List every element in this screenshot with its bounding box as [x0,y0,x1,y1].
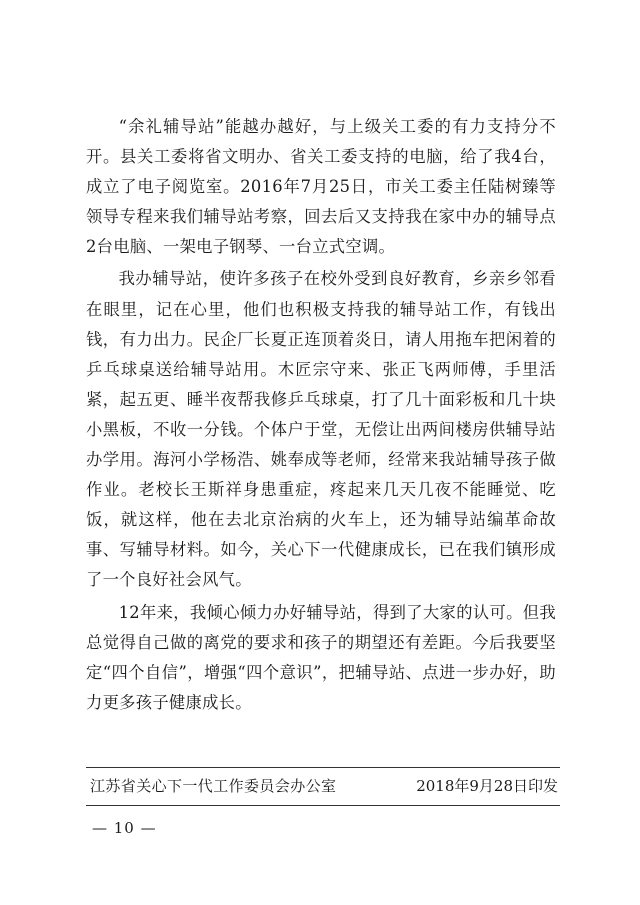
footer-print-date: 2018年9月28日印发 [416,777,558,795]
body-text [86,112,556,720]
footer-rule-top [86,767,560,768]
footer-rule-bottom [86,805,560,806]
footer-office: 江苏省关心下一代工作委员会办公室 [90,777,337,795]
paragraph-1: “余礼辅导站”能越办越好，与上级关工委的有力支持分不开。县关工委将省文明办、省关工委支持的电脑，给了我4台，成立了电子阅览室。2016年7月25日，市关工委主任陆树臻等领导专程来我们辅导站考察，回去后又支持我在家中办的辅导点2台电脑、一架电子钢琴、一台立式空调。 [86,117,556,257]
page-number: — 10 — [92,819,157,837]
paragraph-3: 12年来，我倾心倾力办好辅导站，得到了大家的认可。但我总觉得自己做的离党的要求和孩子的期望还有差距。今后我要坚定“四个自信”，增强“四个意识”，把辅导站、点进一步办好，助力更多孩子健康成长。 [86,602,556,712]
paragraph-2: 我办辅导站，使许多孩子在校外受到良好教育，乡亲乡邻看在眼里，记在心里，他们也积极支持我的辅导站工作，有钱出钱，有力出力。民企厂长夏正连顶着炎日，请人用拖车把闲着的乒乓球桌送给辅导站用。木匠宗守来、张正飞两师傅，手里活紧，起五更、睡半夜帮我修乒乓球桌，打了几十面彩板和几十块小黑板，不收一分钱。个体户于堂，无偿让出两间楼房供辅导站办学用。海河小学杨浩、姚奉成等老师，经常来我站辅导孩子做作业。老校长王斯祥身患重症，疼起来几天几夜不能睡觉、吃饭，就这样，他在去北京治病的火车上，还为辅导站编革命故事、写辅导材料。如今，关心下一代健康成长，已在我们镇形成了一个良好社会风气。 [86,269,556,590]
